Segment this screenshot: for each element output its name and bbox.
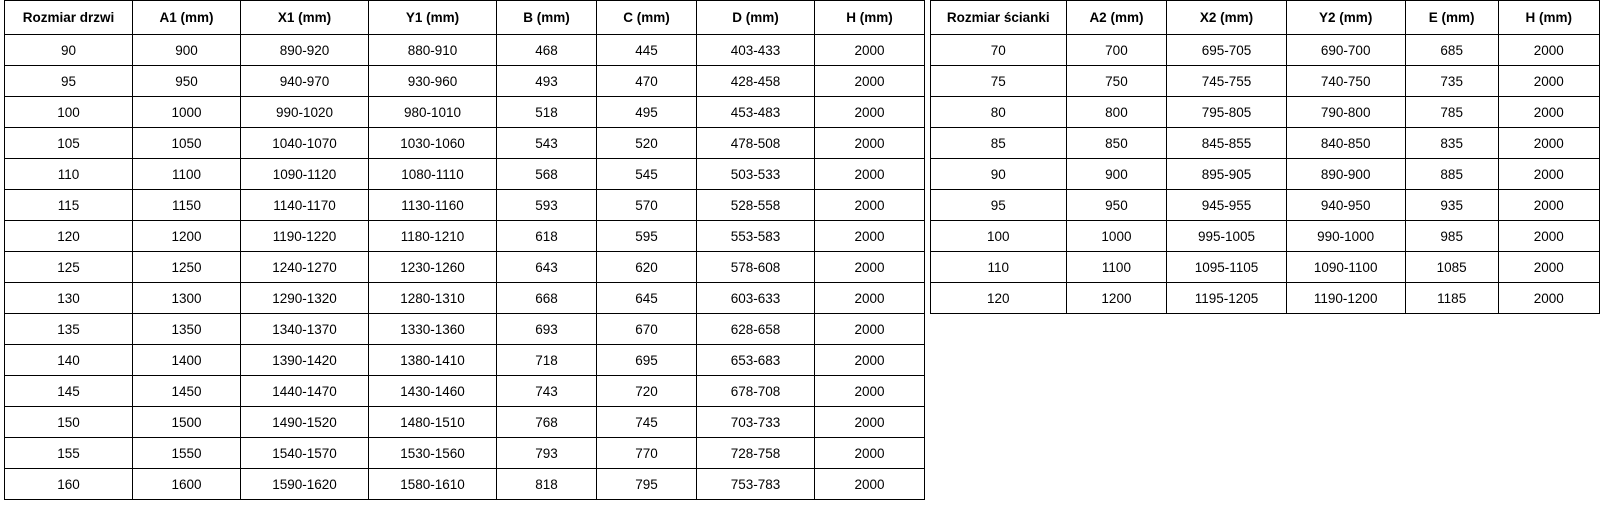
table-row: [931, 97, 1600, 128]
table-cell: 130: [5, 283, 133, 314]
table-cell: 1400: [133, 345, 241, 376]
table-cell: 750: [1066, 66, 1167, 97]
table-cell: 693: [497, 314, 597, 345]
table-row: [931, 159, 1600, 190]
table-cell: 940-970: [241, 66, 369, 97]
table-cell: 578-608: [697, 252, 815, 283]
table-cell: 1090-1100: [1286, 252, 1405, 283]
table-row: [5, 97, 925, 128]
table-cell: 718: [497, 345, 597, 376]
table-cell: 428-458: [697, 66, 815, 97]
table-cell: 850: [1066, 128, 1167, 159]
table-row: [5, 128, 925, 159]
table-cell: 100: [931, 221, 1067, 252]
table-cell: 785: [1405, 97, 1498, 128]
table-cell: 1480-1510: [369, 407, 497, 438]
table-cell: 545: [597, 159, 697, 190]
table-cell: 685: [1405, 35, 1498, 66]
table-cell: 2000: [1498, 35, 1599, 66]
table-cell: 1190-1200: [1286, 283, 1405, 314]
table-row: [5, 283, 925, 314]
table-row: [5, 252, 925, 283]
table-cell: 995-1005: [1167, 221, 1286, 252]
table-cell: 990-1000: [1286, 221, 1405, 252]
table-cell: 1095-1105: [1167, 252, 1286, 283]
table-cell: 1500: [133, 407, 241, 438]
table-row: [5, 438, 925, 469]
wall-column-header: E (mm): [1405, 1, 1498, 35]
table-cell: 1150: [133, 190, 241, 221]
table-cell: 105: [5, 128, 133, 159]
table-cell: 2000: [1498, 97, 1599, 128]
table-cell: 2000: [1498, 66, 1599, 97]
table-cell: 945-955: [1167, 190, 1286, 221]
table-cell: 1280-1310: [369, 283, 497, 314]
door-column-header: Rozmiar drzwi: [5, 1, 133, 35]
table-row: [5, 407, 925, 438]
table-cell: 740-750: [1286, 66, 1405, 97]
table-cell: 1000: [133, 97, 241, 128]
table-row: [931, 252, 1600, 283]
table-cell: 700: [1066, 35, 1167, 66]
table-cell: 495: [597, 97, 697, 128]
table-cell: 2000: [815, 376, 925, 407]
table-cell: 720: [597, 376, 697, 407]
table-header-row: [931, 1, 1600, 35]
table-cell: 593: [497, 190, 597, 221]
table-cell: 445: [597, 35, 697, 66]
table-cell: 1030-1060: [369, 128, 497, 159]
table-cell: 528-558: [697, 190, 815, 221]
table-cell: 895-905: [1167, 159, 1286, 190]
table-cell: 1050: [133, 128, 241, 159]
table-cell: 493: [497, 66, 597, 97]
table-row: [5, 221, 925, 252]
table-row: [5, 469, 925, 500]
table-cell: 795-805: [1167, 97, 1286, 128]
table-cell: 768: [497, 407, 597, 438]
table-cell: 690-700: [1286, 35, 1405, 66]
table-cell: 100: [5, 97, 133, 128]
table-cell: 140: [5, 345, 133, 376]
door-column-header: C (mm): [597, 1, 697, 35]
wall-size-table: [930, 0, 1600, 314]
table-cell: 735: [1405, 66, 1498, 97]
table-cell: 668: [497, 283, 597, 314]
table-cell: 645: [597, 283, 697, 314]
table-cell: 80: [931, 97, 1067, 128]
table-cell: 1190-1220: [241, 221, 369, 252]
table-cell: 155: [5, 438, 133, 469]
table-cell: 1490-1520: [241, 407, 369, 438]
table-cell: 503-533: [697, 159, 815, 190]
table-cell: 795: [597, 469, 697, 500]
table-cell: 1090-1120: [241, 159, 369, 190]
table-cell: 1100: [1066, 252, 1167, 283]
table-cell: 95: [931, 190, 1067, 221]
table-cell: 835: [1405, 128, 1498, 159]
table-cell: 840-850: [1286, 128, 1405, 159]
table-cell: 800: [1066, 97, 1167, 128]
table-cell: 950: [133, 66, 241, 97]
table-cell: 75: [931, 66, 1067, 97]
table-cell: 1350: [133, 314, 241, 345]
table-cell: 553-583: [697, 221, 815, 252]
table-cell: 670: [597, 314, 697, 345]
table-cell: 2000: [1498, 128, 1599, 159]
table-cell: 1440-1470: [241, 376, 369, 407]
door-column-header: Y1 (mm): [369, 1, 497, 35]
table-cell: 135: [5, 314, 133, 345]
table-cell: 90: [5, 35, 133, 66]
table-cell: 2000: [815, 407, 925, 438]
table-cell: 1590-1620: [241, 469, 369, 500]
table-cell: 940-950: [1286, 190, 1405, 221]
table-cell: 2000: [815, 97, 925, 128]
wall-column-header: Rozmiar ścianki: [931, 1, 1067, 35]
table-cell: 900: [1066, 159, 1167, 190]
table-cell: 1130-1160: [369, 190, 497, 221]
table-cell: 1540-1570: [241, 438, 369, 469]
table-cell: 470: [597, 66, 697, 97]
table-cell: 95: [5, 66, 133, 97]
wall-table-head: [931, 1, 1600, 35]
door-column-header: B (mm): [497, 1, 597, 35]
table-cell: 85: [931, 128, 1067, 159]
table-row: [5, 159, 925, 190]
table-cell: 1185: [1405, 283, 1498, 314]
table-cell: 695-705: [1167, 35, 1286, 66]
table-cell: 1600: [133, 469, 241, 500]
table-cell: 790-800: [1286, 97, 1405, 128]
table-cell: 2000: [815, 159, 925, 190]
table-row: [931, 128, 1600, 159]
table-cell: 1080-1110: [369, 159, 497, 190]
table-cell: 770: [597, 438, 697, 469]
table-cell: 520: [597, 128, 697, 159]
table-cell: 745-755: [1167, 66, 1286, 97]
table-cell: 453-483: [697, 97, 815, 128]
table-row: [5, 66, 925, 97]
table-cell: 1230-1260: [369, 252, 497, 283]
table-cell: 653-683: [697, 345, 815, 376]
table-cell: 2000: [815, 252, 925, 283]
table-cell: 745: [597, 407, 697, 438]
table-cell: 570: [597, 190, 697, 221]
table-header-row: [5, 1, 925, 35]
table-cell: 2000: [815, 35, 925, 66]
table-cell: 70: [931, 35, 1067, 66]
door-size-table-container: [4, 0, 925, 500]
table-cell: 1300: [133, 283, 241, 314]
table-cell: 2000: [815, 314, 925, 345]
table-cell: 125: [5, 252, 133, 283]
table-cell: 990-1020: [241, 97, 369, 128]
table-cell: 1430-1460: [369, 376, 497, 407]
table-cell: 2000: [815, 469, 925, 500]
table-cell: 1140-1170: [241, 190, 369, 221]
table-row: [5, 376, 925, 407]
table-cell: 695: [597, 345, 697, 376]
table-cell: 618: [497, 221, 597, 252]
door-table-head: [5, 1, 925, 35]
table-cell: 1000: [1066, 221, 1167, 252]
table-cell: 890-920: [241, 35, 369, 66]
table-cell: 728-758: [697, 438, 815, 469]
table-cell: 2000: [1498, 190, 1599, 221]
table-cell: 2000: [1498, 221, 1599, 252]
table-cell: 1195-1205: [1167, 283, 1286, 314]
table-cell: 1200: [1066, 283, 1167, 314]
table-cell: 1250: [133, 252, 241, 283]
table-cell: 2000: [1498, 159, 1599, 190]
table-row: [5, 345, 925, 376]
table-cell: 2000: [815, 283, 925, 314]
table-cell: 478-508: [697, 128, 815, 159]
table-cell: 703-733: [697, 407, 815, 438]
table-cell: 2000: [815, 221, 925, 252]
table-cell: 468: [497, 35, 597, 66]
table-cell: 1040-1070: [241, 128, 369, 159]
table-row: [931, 190, 1600, 221]
table-cell: 880-910: [369, 35, 497, 66]
table-cell: 753-783: [697, 469, 815, 500]
table-cell: 568: [497, 159, 597, 190]
table-cell: 1180-1210: [369, 221, 497, 252]
table-cell: 950: [1066, 190, 1167, 221]
wall-column-header: H (mm): [1498, 1, 1599, 35]
table-cell: 120: [5, 221, 133, 252]
table-cell: 2000: [1498, 252, 1599, 283]
table-row: [5, 314, 925, 345]
table-cell: 980-1010: [369, 97, 497, 128]
table-cell: 845-855: [1167, 128, 1286, 159]
table-row: [931, 221, 1600, 252]
table-cell: 2000: [815, 345, 925, 376]
wall-size-table-container: [930, 0, 1600, 314]
wall-column-header: Y2 (mm): [1286, 1, 1405, 35]
table-row: [5, 190, 925, 221]
table-cell: 930-960: [369, 66, 497, 97]
table-cell: 1530-1560: [369, 438, 497, 469]
wall-column-header: A2 (mm): [1066, 1, 1167, 35]
table-cell: 2000: [815, 438, 925, 469]
table-cell: 115: [5, 190, 133, 221]
table-cell: 1580-1610: [369, 469, 497, 500]
table-cell: 900: [133, 35, 241, 66]
door-column-header: D (mm): [697, 1, 815, 35]
table-cell: 90: [931, 159, 1067, 190]
table-cell: 818: [497, 469, 597, 500]
table-cell: 543: [497, 128, 597, 159]
table-cell: 2000: [815, 128, 925, 159]
table-cell: 1390-1420: [241, 345, 369, 376]
table-cell: 1240-1270: [241, 252, 369, 283]
table-cell: 985: [1405, 221, 1498, 252]
table-cell: 678-708: [697, 376, 815, 407]
table-cell: 628-658: [697, 314, 815, 345]
wall-table-body: [931, 35, 1600, 314]
table-cell: 518: [497, 97, 597, 128]
table-cell: 793: [497, 438, 597, 469]
table-cell: 145: [5, 376, 133, 407]
table-cell: 120: [931, 283, 1067, 314]
table-cell: 1100: [133, 159, 241, 190]
table-cell: 160: [5, 469, 133, 500]
table-cell: 110: [931, 252, 1067, 283]
table-row: [5, 35, 925, 66]
table-cell: 620: [597, 252, 697, 283]
table-cell: 595: [597, 221, 697, 252]
table-row: [931, 35, 1600, 66]
table-cell: 2000: [815, 66, 925, 97]
door-table-body: [5, 35, 925, 500]
table-cell: 1340-1370: [241, 314, 369, 345]
table-cell: 1330-1360: [369, 314, 497, 345]
table-row: [931, 283, 1600, 314]
table-cell: 643: [497, 252, 597, 283]
table-cell: 743: [497, 376, 597, 407]
table-cell: 1450: [133, 376, 241, 407]
table-cell: 150: [5, 407, 133, 438]
door-column-header: X1 (mm): [241, 1, 369, 35]
door-column-header: A1 (mm): [133, 1, 241, 35]
table-row: [931, 66, 1600, 97]
table-cell: 1380-1410: [369, 345, 497, 376]
door-size-table: [4, 0, 925, 500]
table-cell: 1550: [133, 438, 241, 469]
table-cell: 890-900: [1286, 159, 1405, 190]
table-cell: 1085: [1405, 252, 1498, 283]
table-cell: 935: [1405, 190, 1498, 221]
door-column-header: H (mm): [815, 1, 925, 35]
wall-column-header: X2 (mm): [1167, 1, 1286, 35]
table-cell: 2000: [1498, 283, 1599, 314]
table-cell: 403-433: [697, 35, 815, 66]
table-cell: 110: [5, 159, 133, 190]
table-cell: 1200: [133, 221, 241, 252]
table-cell: 1290-1320: [241, 283, 369, 314]
table-cell: 603-633: [697, 283, 815, 314]
table-cell: 885: [1405, 159, 1498, 190]
table-cell: 2000: [815, 190, 925, 221]
